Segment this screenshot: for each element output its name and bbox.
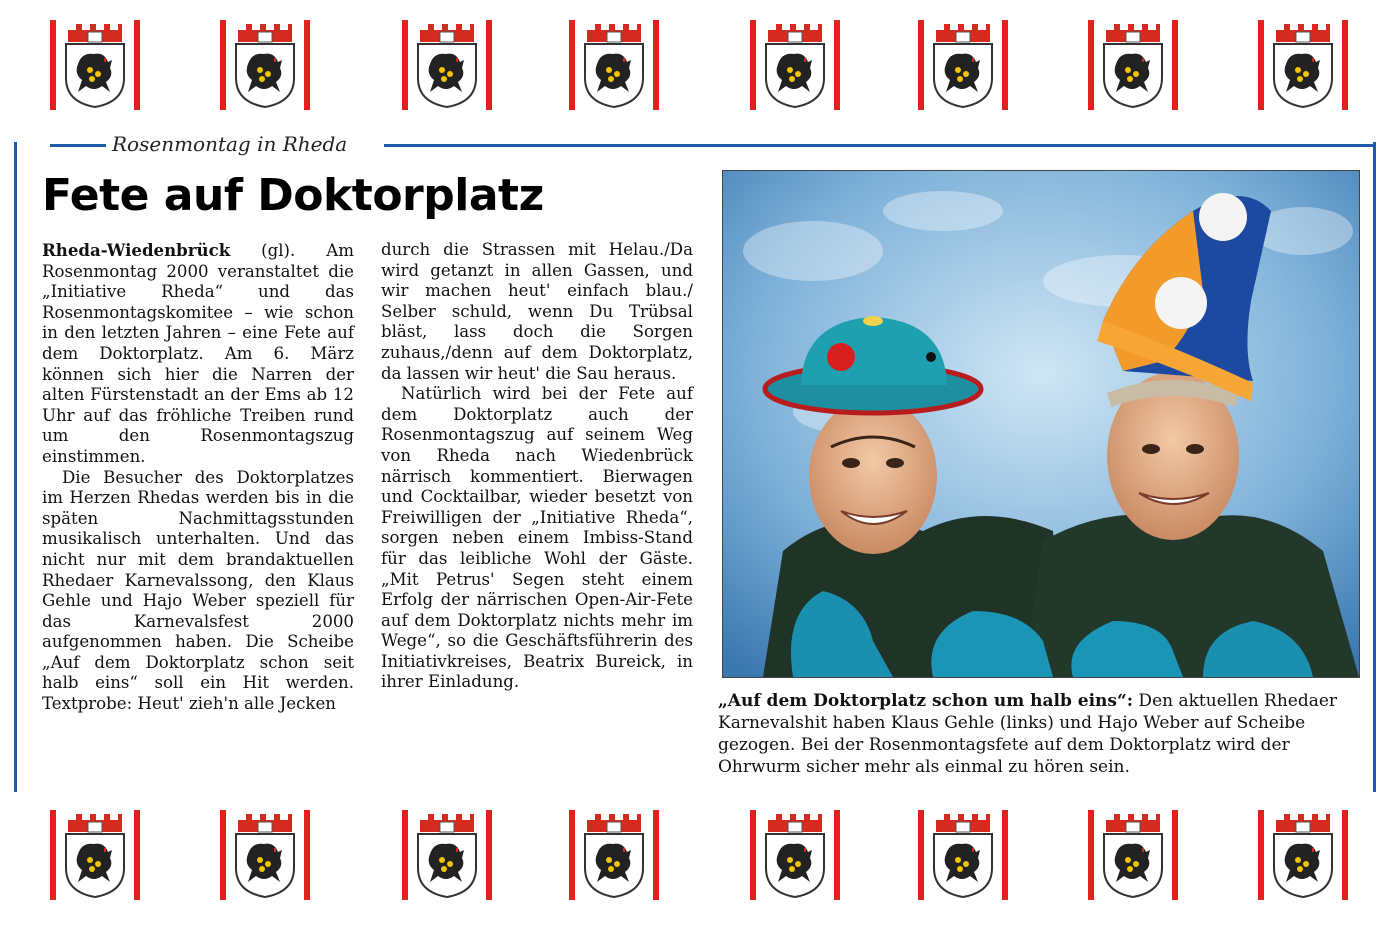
kicker-rule-left xyxy=(50,144,110,147)
red-bar-right xyxy=(304,810,310,900)
crest-unit xyxy=(750,20,840,110)
red-bar-left xyxy=(220,20,226,110)
red-bar-left xyxy=(220,810,226,900)
red-bar-left xyxy=(50,20,56,110)
crest-unit xyxy=(402,20,492,110)
crest-unit xyxy=(50,20,140,110)
photo-two-men-carnival-hats xyxy=(723,171,1359,677)
crest-unit xyxy=(402,810,492,900)
crest-row-top xyxy=(0,20,1400,120)
column2-paragraph-2: Natürlich wird bei der Fete auf dem Doktorplatz auch der Rosenmontagszug auf seinem Weg von Rheda nach Wiedenbrück närrisch kommentiert. Bierwagen und Cocktailbar, wieder besetzt von Freiwilligen der „Initiative Rheda“, sorgen neben einem Imbiss-Stand für das leibliche Wohl der Gäste. „Mit Petrus' Segen steht einem Erfolg der närrischen Open-Air-Fete auf dem Doktorplatz nichts mehr im Wege“, so die Geschäftsführerin des Initiativkreises, Beatrix Bureick, in ihrer Einladung. xyxy=(381,384,693,692)
red-bar-right xyxy=(486,810,492,900)
crest-unit xyxy=(220,20,310,110)
red-bar-left xyxy=(50,810,56,900)
crest-unit xyxy=(1088,810,1178,900)
frame-rule-left xyxy=(14,142,17,792)
crest-unit xyxy=(569,20,659,110)
red-bar-left xyxy=(402,20,408,110)
red-bar-right xyxy=(1172,810,1178,900)
red-bar-right xyxy=(134,20,140,110)
article-frame xyxy=(14,134,1376,794)
red-bar-right xyxy=(1342,810,1348,900)
crest-unit xyxy=(569,810,659,900)
red-bar-right xyxy=(834,20,840,110)
article-kicker: Rosenmontag in Rheda xyxy=(106,132,353,156)
crest-unit xyxy=(1258,20,1348,110)
article-photo xyxy=(722,170,1360,678)
frame-rule-right xyxy=(1373,142,1376,792)
column1-paragraph-1-text: (gl). Am Rosenmontag 2000 veranstaltet die „Initiative Rheda“ und das Rosenmontagskomitee – wie schon in den letzten Jahren – eine Fete auf dem Doktorplatz. Am 6. März können sich hier die Narren der alten Fürstenstadt an der Ems ab 12 Uhr auf das fröhliche Treiben rund um den Rosenmontagszug einstimmen. xyxy=(42,241,354,466)
red-bar-left xyxy=(1258,810,1264,900)
crest-unit xyxy=(220,810,310,900)
column2-paragraph-1: durch die Strassen mit Helau./Da wird getanzt in allen Gassen, und wir machen heut' einfach blau./ Selber schuld, wenn Du Trübsal bläst, lass doch die Sorgen zuhaus,/denn auf dem Doktorplatz, da lassen wir heut' die Sau heraus. xyxy=(381,240,693,383)
column1-paragraph-1 xyxy=(42,240,354,468)
red-bar-left xyxy=(402,810,408,900)
red-bar-left xyxy=(1258,20,1264,110)
photo-caption xyxy=(718,690,1362,778)
red-bar-left xyxy=(750,20,756,110)
red-bar-right xyxy=(1172,20,1178,110)
crest-row-bottom xyxy=(0,810,1400,910)
red-bar-right xyxy=(1002,810,1008,900)
red-bar-left xyxy=(750,810,756,900)
dateline: Rheda-Wiedenbrück xyxy=(42,240,231,260)
red-bar-right xyxy=(834,810,840,900)
red-bar-left xyxy=(569,20,575,110)
red-bar-right xyxy=(304,20,310,110)
article-column-2 xyxy=(381,240,693,693)
red-bar-right xyxy=(1342,20,1348,110)
crest-unit xyxy=(750,810,840,900)
red-bar-right xyxy=(653,20,659,110)
kicker-rule-right xyxy=(384,144,1376,147)
red-bar-left xyxy=(1088,20,1094,110)
caption-lead: „Auf dem Doktorplatz schon um halb eins“: xyxy=(718,691,1134,711)
red-bar-right xyxy=(1002,20,1008,110)
red-bar-right xyxy=(653,810,659,900)
red-bar-left xyxy=(918,20,924,110)
article-headline: Fete auf Doktorplatz xyxy=(42,170,544,221)
crest-unit xyxy=(1258,810,1348,900)
crest-unit xyxy=(1088,20,1178,110)
red-bar-left xyxy=(1088,810,1094,900)
red-bar-left xyxy=(918,810,924,900)
red-bar-right xyxy=(134,810,140,900)
column1-paragraph-2: Die Besucher des Doktorplatzes im Herzen Rhedas werden bis in die späten Nachmittagsstunden musikalisch unterhalten. Und das nicht nur mit dem brandaktuellen Rhedaer Karnevalssong, den Klaus Gehle und Hajo Weber speziell für das Karnevalsfest 2000 aufgenommen haben. Die Scheibe „Auf dem Doktorplatz schon seit halb eins“ soll ein Hit werden. Textprobe: Heut' zieh'n alle Jecken xyxy=(42,467,354,714)
crest-unit xyxy=(918,20,1008,110)
red-bar-left xyxy=(569,810,575,900)
crest-unit xyxy=(918,810,1008,900)
caption-text: Den aktuellen Rhedaer Karnevalshit haben Klaus Gehle (links) und Hajo Weber auf Scheibe gezogen. Bei der Rosenmontagsfete auf dem Doktorplatz wird der Ohrwurm sicher mehr als einmal zu hören sein. xyxy=(718,691,1338,777)
red-bar-right xyxy=(486,20,492,110)
article-column-1 xyxy=(42,240,354,715)
crest-unit xyxy=(50,810,140,900)
